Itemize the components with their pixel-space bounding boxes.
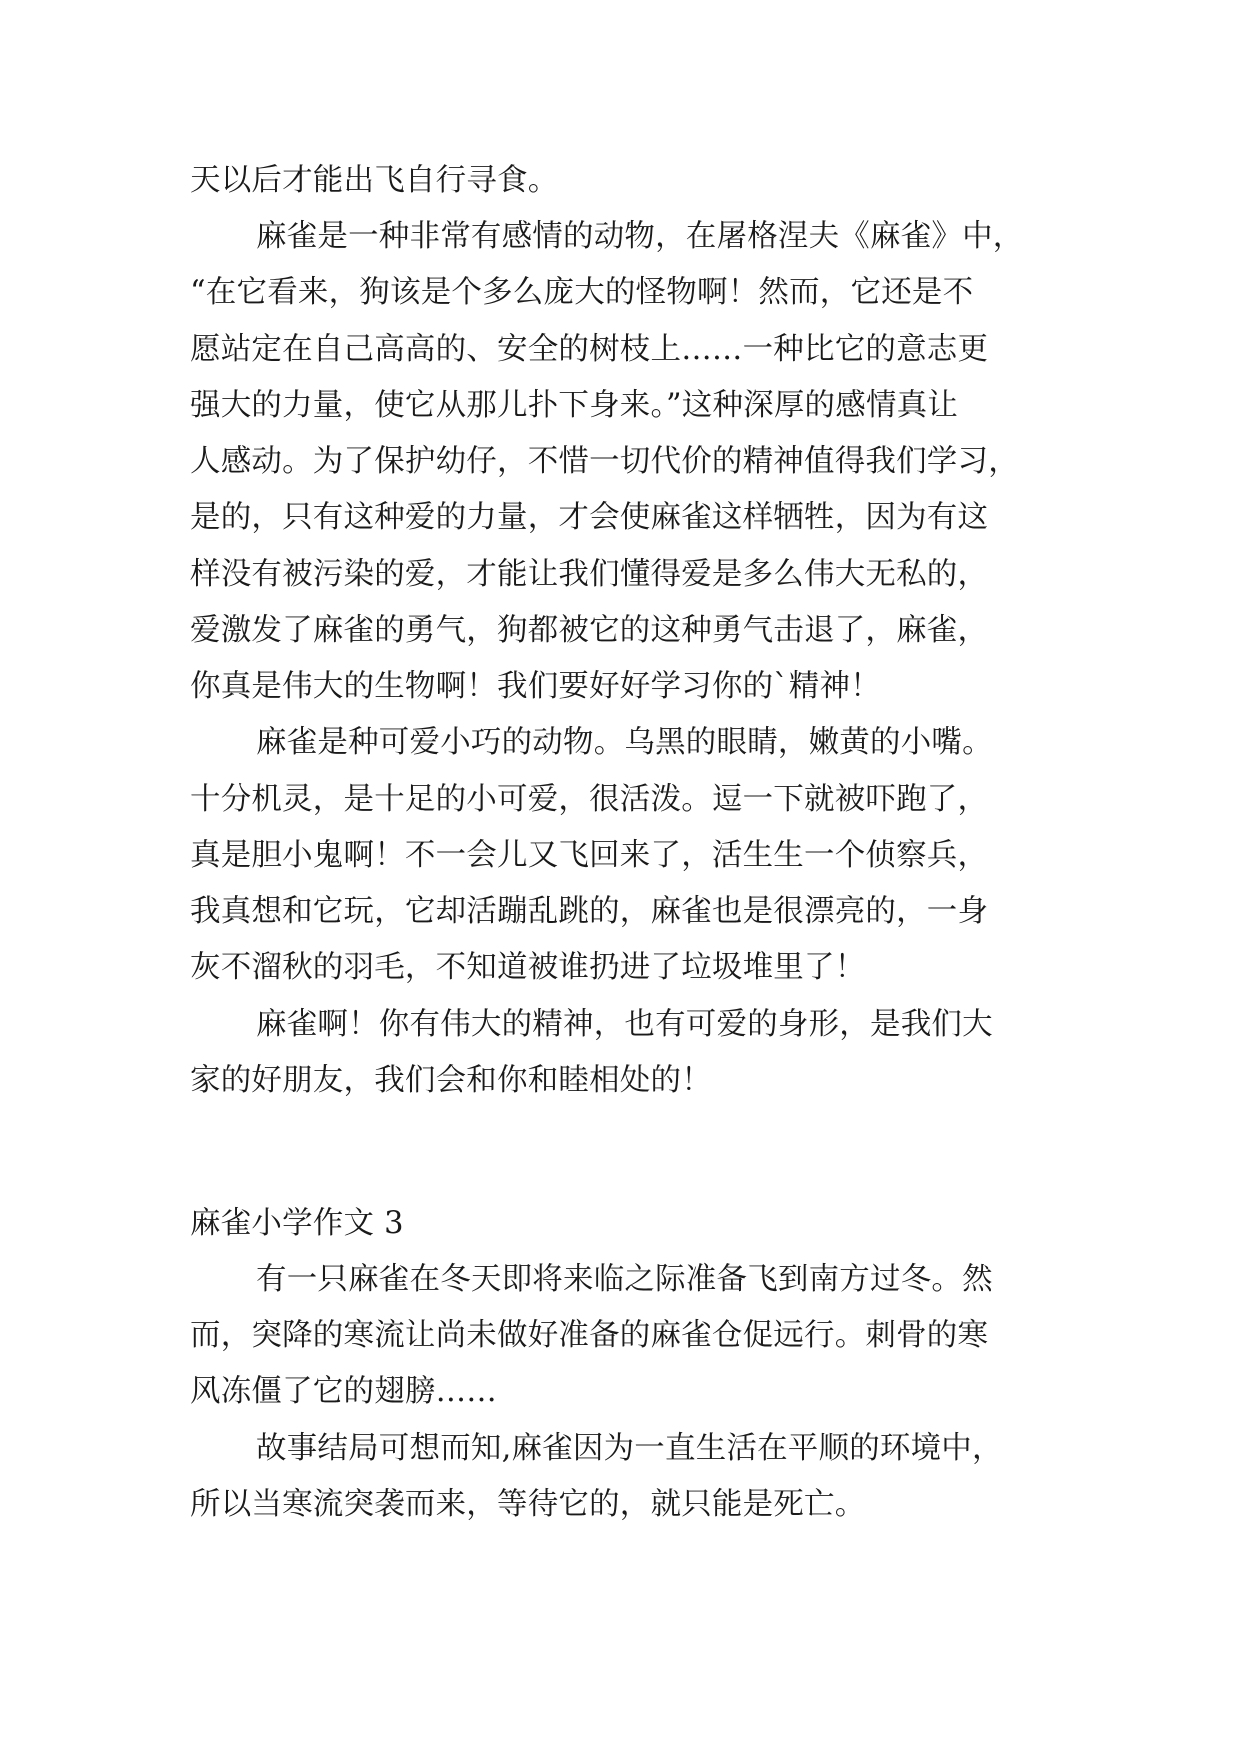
text-line: 是的，只有这种爱的力量，才会使麻雀这样牺牲，因为有这 bbox=[190, 500, 989, 535]
text-line: 我真想和它玩，它却活蹦乱跳的，麻雀也是很漂亮的，一身 bbox=[190, 894, 989, 929]
text-line: 你真是伟大的生物啊！我们要好好学习你的`精神！ bbox=[190, 669, 881, 704]
paragraph-start-line: 麻雀是一种非常有感情的动物，在屠格涅夫《麻雀》中， bbox=[256, 219, 1024, 254]
text-line: 风冻僵了它的翅膀…… bbox=[190, 1374, 497, 1409]
text-line: 灰不溜秋的羽毛，不知道被谁扔进了垃圾堆里了！ bbox=[190, 950, 866, 985]
paragraph-start-line: 麻雀啊！你有伟大的精神，也有可爱的身形，是我们大 bbox=[256, 1007, 993, 1042]
paragraph-start-line: 麻雀是种可爱小巧的动物。乌黑的眼睛，嫩黄的小嘴。 bbox=[256, 725, 993, 760]
text-line: 人感动。为了保护幼仔，不惜一切代价的精神值得我们学习， bbox=[190, 444, 1019, 479]
text-line: 而，突降的寒流让尚未做好准备的麻雀仓促远行。刺骨的寒 bbox=[190, 1318, 989, 1353]
text-line: 天以后才能出飞自行寻食。 bbox=[190, 163, 559, 198]
paragraph-start-line: 有一只麻雀在冬天即将来临之际准备飞到南方过冬。然 bbox=[256, 1262, 993, 1297]
text-line: 强大的力量，使它从那儿扑下身来。”这种深厚的感情真让 bbox=[190, 388, 959, 423]
text-line: 家的好朋友，我们会和你和睦相处的！ bbox=[190, 1063, 712, 1098]
section-heading: 麻雀小学作文 3 bbox=[190, 1206, 404, 1241]
text-line: 愿站定在自己高高的、安全的树枝上……一种比它的意志更 bbox=[190, 332, 989, 367]
text-line: 真是胆小鬼啊！不一会儿又飞回来了，活生生一个侦察兵， bbox=[190, 838, 989, 873]
text-line: 样没有被污染的爱，才能让我们懂得爱是多么伟大无私的， bbox=[190, 557, 989, 592]
text-line: 所以当寒流突袭而来，等待它的，就只能是死亡。 bbox=[190, 1487, 866, 1522]
text-line: 十分机灵，是十足的小可爱，很活泼。逗一下就被吓跑了， bbox=[190, 782, 989, 817]
paragraph-start-line: 故事结局可想而知,麻雀因为一直生活在平顺的环境中， bbox=[256, 1431, 1003, 1466]
text-line: “在它看来，狗该是个多么庞大的怪物啊！然而，它还是不 bbox=[190, 275, 974, 310]
text-line: 爱激发了麻雀的勇气，狗都被它的这种勇气击退了，麻雀， bbox=[190, 613, 989, 648]
